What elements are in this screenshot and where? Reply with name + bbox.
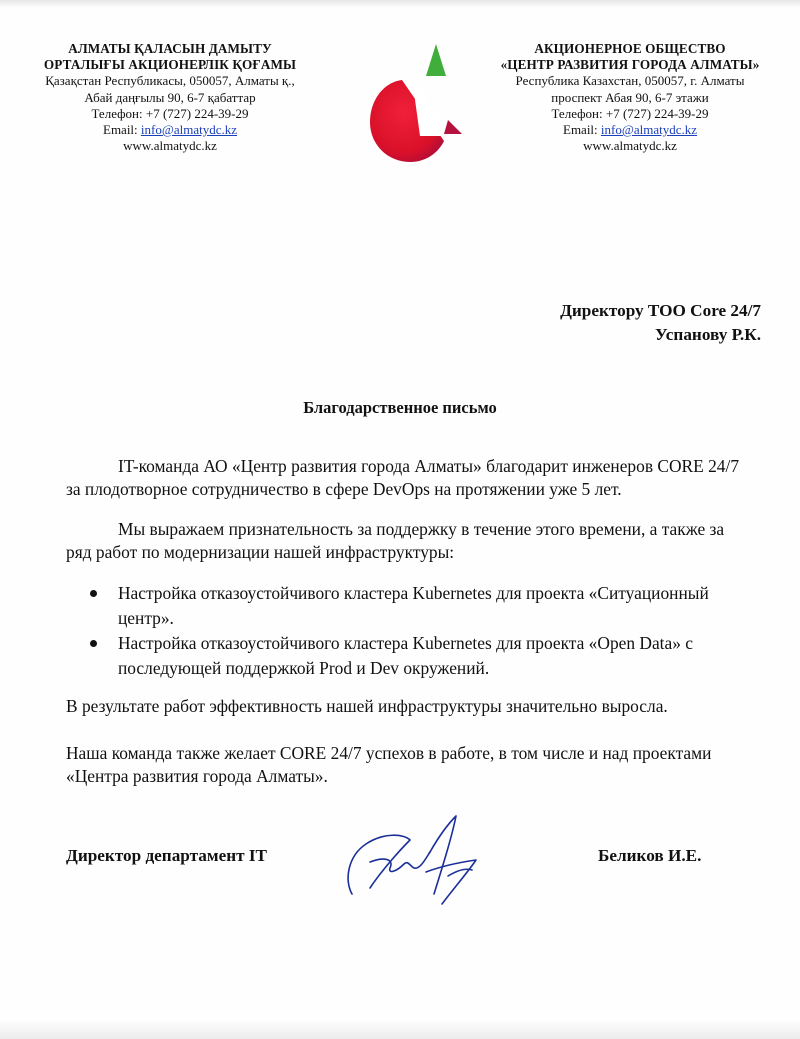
paragraph-3: В результате работ эффективность нашей инфраструктуры значительно выросла. bbox=[66, 696, 668, 716]
header-right-phone: Телефон: +7 (727) 224-39-29 bbox=[551, 105, 709, 121]
header-left bbox=[20, 41, 320, 154]
header-left-address-line1: Қазақстан Республикасы, 050057, Алматы қ., bbox=[45, 73, 295, 89]
list-item bbox=[66, 631, 756, 681]
signer-name: Беликов И.Е. bbox=[598, 846, 702, 865]
scan-edge-bottom bbox=[0, 1018, 800, 1039]
header-left-email-row bbox=[20, 122, 320, 138]
header-left-phone: Телефон: +7 (727) 224-39-29 bbox=[91, 105, 249, 121]
header-right-email-label: Email: bbox=[563, 122, 598, 138]
header-left-org-line2: ОРТАЛЫҒЫ АКЦИОНЕРЛІК ҚОҒАМЫ bbox=[43, 57, 297, 73]
almaty-development-center-logo bbox=[360, 42, 468, 164]
list-item bbox=[66, 581, 756, 631]
paragraph-4: Наша команда также желает CORE 24/7 успехов в работе, в том числе и над проектами «Центра развития города Алматы». bbox=[66, 743, 712, 786]
header-left-email-link[interactable]: info@almatydc.kz bbox=[140, 122, 237, 138]
paragraph-2: Мы выражаем признательность за поддержку в течение этого времени, а также за ряд работ по модернизации нашей инфраструктуры: bbox=[66, 519, 725, 562]
bullet-icon bbox=[90, 590, 97, 597]
list-item-text: Настройка отказоустойчивого кластера Kubernetes для проекта «Open Data» с последующей поддержкой Prod и Dev окружений. bbox=[118, 633, 693, 678]
logo-green-triangle bbox=[426, 44, 446, 76]
logo-magenta-triangle bbox=[444, 120, 462, 134]
header-right-org-line1: АКЦИОНЕРНОЕ ОБЩЕСТВО bbox=[534, 41, 726, 56]
scan-edge-top bbox=[0, 0, 800, 8]
header-left-org-line1: АЛМАТЫ ҚАЛАСЫН ДАМЫТУ bbox=[68, 41, 272, 56]
header-left-website[interactable]: www.almatydc.kz bbox=[123, 138, 217, 154]
header-left-email-label: Email: bbox=[103, 122, 138, 138]
header-right-website[interactable]: www.almatydc.kz bbox=[583, 138, 677, 154]
header-left-address-line2: Абай даңғылы 90, 6-7 қабаттар bbox=[84, 89, 256, 105]
bullet-icon bbox=[90, 640, 97, 647]
handwritten-signature bbox=[330, 810, 510, 910]
paragraph-1: IT-команда АО «Центр развития города Алматы» благодарит инженеров CORE 24/7 за плодотворное сотрудничество в сфере DevOps на протяжении уже 5 лет. bbox=[66, 456, 740, 499]
addressee-line2: Успанову Р.К. bbox=[655, 325, 761, 344]
addressee-block bbox=[560, 299, 761, 347]
letter-title: Благодарственное письмо bbox=[303, 398, 497, 417]
header-right-org-line2: «ЦЕНТР РАЗВИТИЯ ГОРОДА АЛМАТЫ» bbox=[500, 57, 760, 73]
work-list bbox=[66, 581, 756, 681]
signer-position: Директор департамент IT bbox=[66, 846, 268, 865]
header-right-email-link[interactable]: info@almatydc.kz bbox=[600, 122, 697, 138]
header-right-address-line2: проспект Абая 90, 6-7 этажи bbox=[551, 89, 709, 105]
list-item-text: Настройка отказоустойчивого кластера Kubernetes для проекта «Ситуационный центр». bbox=[118, 583, 709, 628]
addressee-line1: Директору ТОО Core 24/7 bbox=[560, 301, 761, 320]
header-right bbox=[480, 41, 780, 154]
header-right-email-row bbox=[480, 122, 780, 138]
header-right-address-line1: Республика Казахстан, 050057, г. Алматы bbox=[515, 73, 745, 89]
